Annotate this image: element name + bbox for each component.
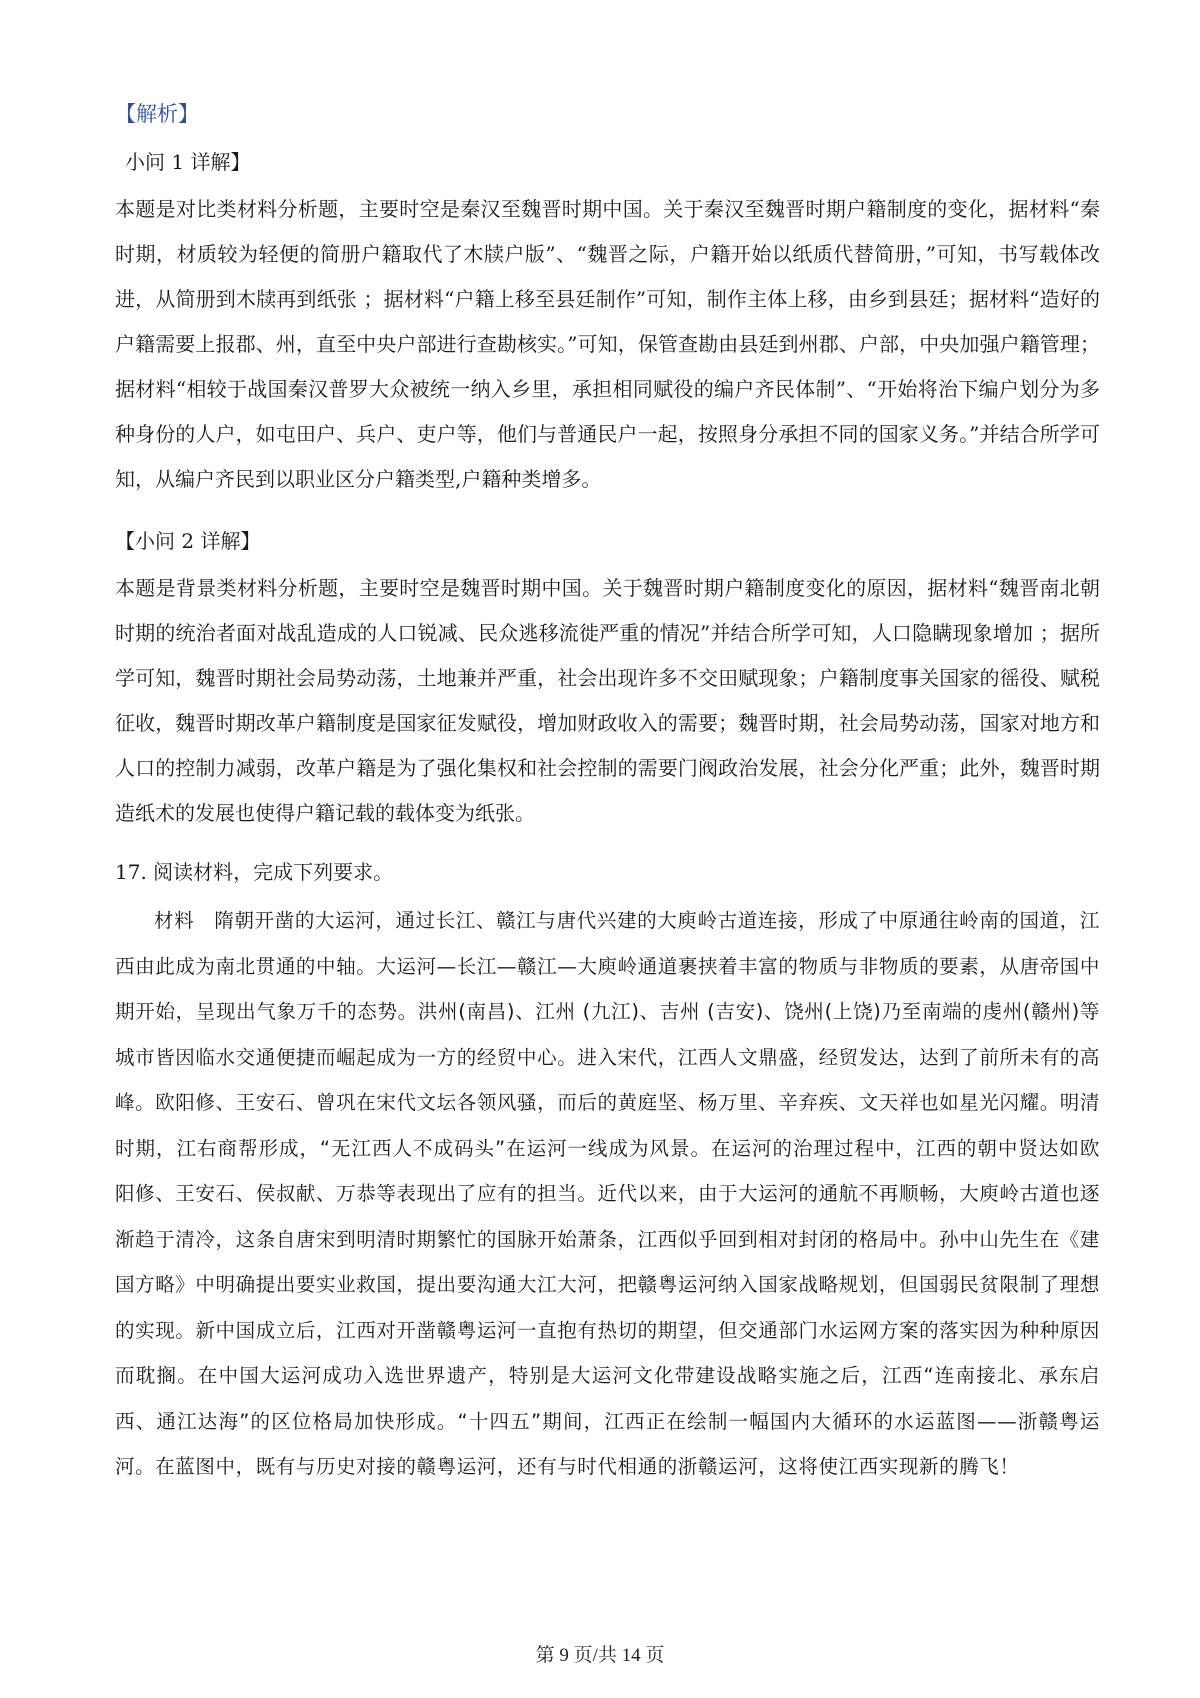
page-number: 第 9 页/共 14 页 [535,1645,665,1666]
analysis-heading: 【解析】 [115,102,199,126]
question-17-title: 17. 阅读材料，完成下列要求。 [115,860,394,884]
material-text: 材料 隋朝开凿的大运河，通过长江、赣江与唐代兴建的大庾岭古道连接，形成了中原通往岭南的国道，江西由此成为南北贯通的中轴。大运河—长江—赣江—大庾岭通道裹挟着丰富的物质与非物质的要素，从唐帝国中期开始，呈现出气象万千的态势。洪州(南昌)、江州 (九江)、吉州 (吉安)、饶州(上饶)乃至南端的虔州(赣州)等城市皆因临水交通便捷而崛起成为一方的经贸中心。进入宋代，江西人文鼎盛，经贸发达，达到了前所未有的高峰。欧阳修、王安石、曾巩在宋代文坛各领风骚，而后的黄庭坚、杨万里、辛弃疾、文天祥也如星光闪耀。明清时期，江右商帮形成，“无江西人不成码头”在运河一线成为风景。在运河的治理过程中，江西的朝中贤达如欧阳修、王安石、侯叔献、万恭等表现出了应有的担当。近代以来，由于大运河的通航不再顺畅，大庾岭古道也逐渐趋于清冷，这条自唐宋到明清时期繁忙的国脉开始萧条，江西似乎回到相对封闭的格局中。孙中山先生在《建国方略》中明确提出要实业救国，提出要沟通大江大河，把赣粤运河纳入国家战略规划，但国弱民贫限制了理想的实现。新中国成立后，江西对开凿赣粤运河一直抱有热切的期望，但交通部门水运网方案的落实因为种种原因而耽搁。在中国大运河成功入选世界遗产，特别是大运河文化带建设战略实施之后，江西“连南接北、承东启西、通江达海”的区位格局加快形成。“十四五”期间，江西正在绘制一幅国内大循环的水运蓝图——浙赣粤运河。在蓝图中，既有与历史对接的赣粤运河，还有与时代相通的浙赣运河，这将使江西实现新的腾飞！ [115,909,1100,1478]
sub-question-2-heading: 【小问 2 详解】 [115,529,261,553]
question-17-material [115,898,1100,1490]
sub-question-1-text: 本题是对比类材料分析题，主要时空是秦汉至魏晋时期中国。关于秦汉至魏晋时期户籍制度的变化，据材料“秦时期，材质较为轻便的简册户籍取代了木牍户版”、“魏晋之际，户籍开始以纸质代替简册，”可知，书写载体改进，从简册到木牍再到纸张 ；据材料“户籍上移至县廷制作”可知，制作主体上移，由乡到县廷；据材料“造好的户籍需要上报郡、州，直至中央户部进行查勘核实。”可知，保管查勘由县廷到州郡、户部，中央加强户籍管理；据材料“相较于战国秦汉普罗大众被统一纳入乡里，承担相同赋役的编户齐民体制”、“开始将治下编户划分为多种身份的人户，如屯田户、兵户、吏户等，他们与普通民户一起，按照身分承担不同的国家义务。”并结合所学可知，从编户齐民到以职业区分户籍类型,户籍种类增多。 [115,197,1100,491]
sub-question-1-heading: 小问 1 详解】 [125,150,251,174]
sub-question-2-text: 本题是背景类材料分析题，主要时空是魏晋时期中国。关于魏晋时期户籍制度变化的原因，据材料“魏晋南北朝时期的统治者面对战乱造成的人口锐减、民众逃移流徙严重的情况”并结合所学可知，人口隐瞒现象增加 ；据所学可知，魏晋时期社会局势动荡，土地兼并严重，社会出现许多不交田赋现象；户籍制度事关国家的徭役、赋税征收，魏晋时期改革户籍制度是国家征发赋役，增加财政收入的需要；魏晋时期，社会局势动荡，国家对地方和人口的控制力减弱，改革户籍是为了强化集权和社会控制的需要门阀政治发展，社会分化严重；此外，魏晋时期造纸术的发展也使得户籍记载的载体变为纸张。 [115,576,1100,825]
